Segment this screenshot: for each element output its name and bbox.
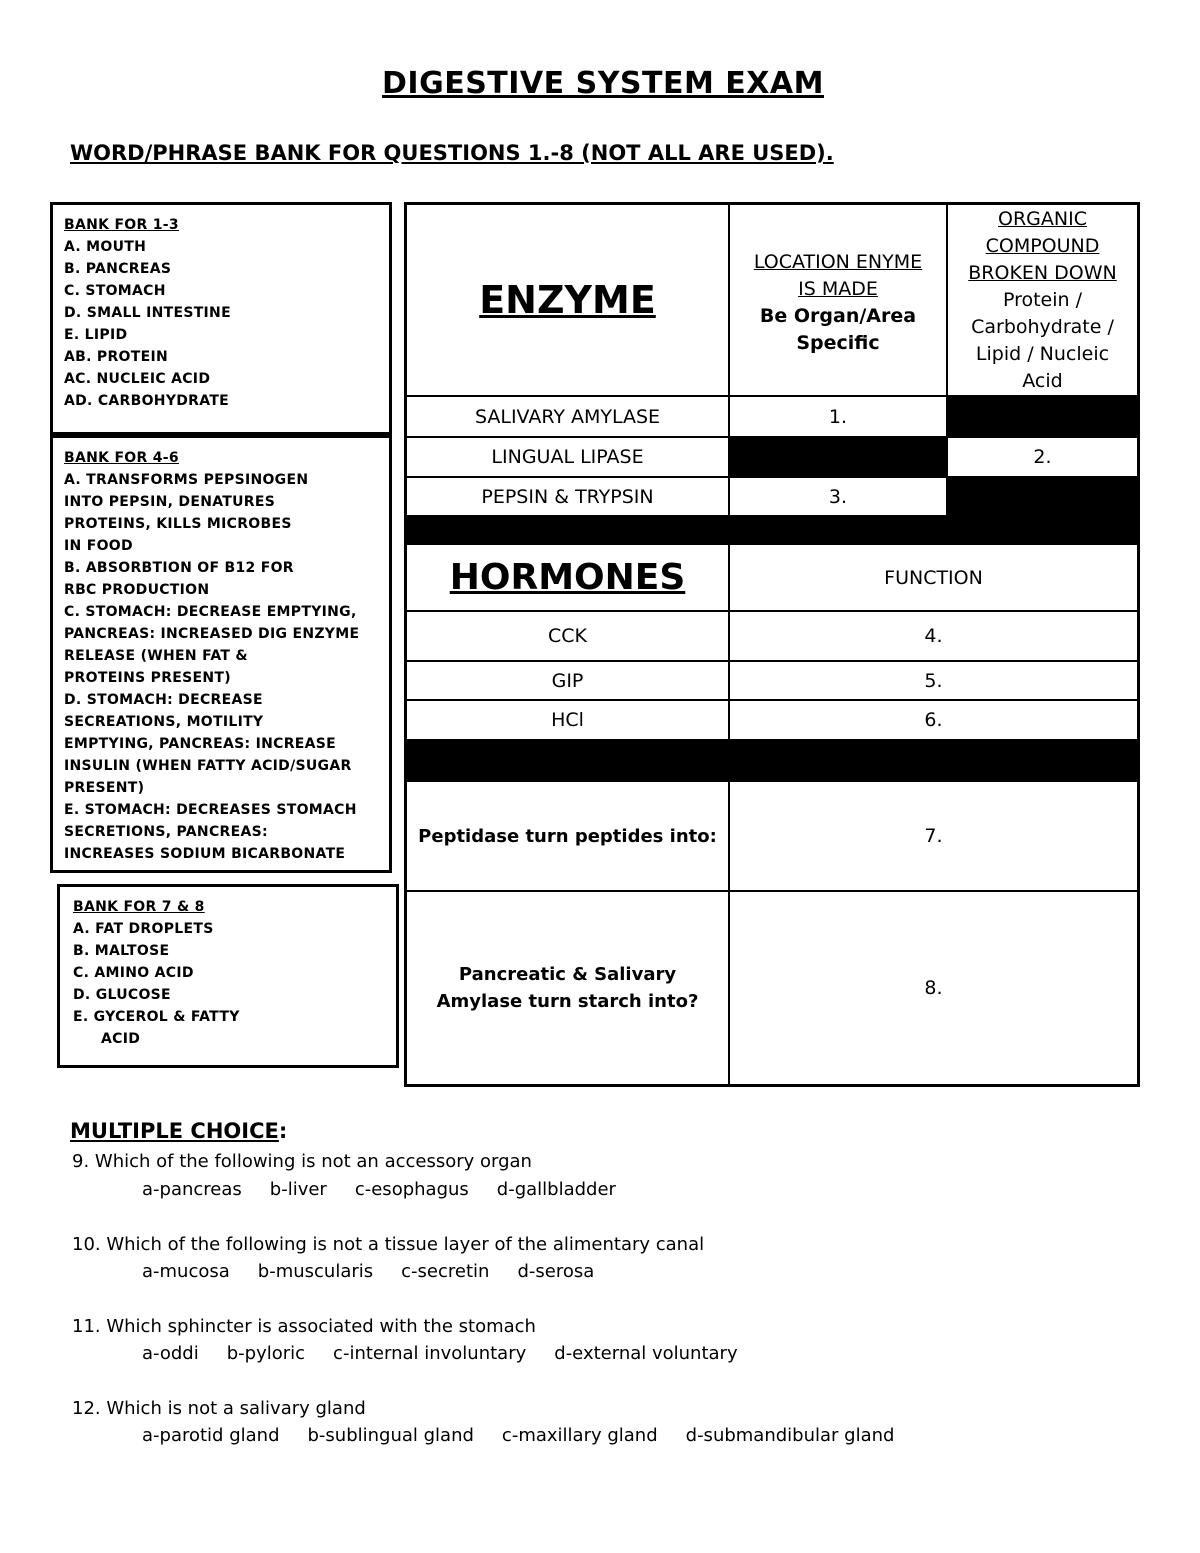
- answer-blank-5[interactable]: 5.: [924, 669, 943, 692]
- choice[interactable]: d-external voluntary: [554, 1343, 738, 1364]
- bank-item: C. AMINO ACID: [73, 965, 194, 981]
- enzyme-header: ENZYME: [479, 278, 656, 322]
- choice[interactable]: c-secretin: [401, 1261, 490, 1282]
- choice[interactable]: d-submandibular gland: [685, 1425, 895, 1446]
- question-11: 11. Which sphincter is associated with the stomach: [72, 1316, 536, 1337]
- choice[interactable]: b-muscularis: [257, 1261, 374, 1282]
- bank-1-3-title: BANK FOR 1-3: [64, 217, 179, 233]
- answer-blank-6[interactable]: 6.: [924, 709, 943, 731]
- bank-item: AC. NUCLEIC ACID: [64, 371, 211, 387]
- bank-item: A. TRANSFORMS PEPSINOGEN INTO PEPSIN, DENATURES PROTEINS, KILLS MICROBES IN FOOD: [64, 472, 309, 554]
- bank-item: AB. PROTEIN: [64, 349, 168, 365]
- answer-blank-8[interactable]: 8.: [924, 977, 943, 999]
- enzyme-name: SALIVARY AMYLASE: [474, 405, 661, 428]
- enzyme-header-cell: [407, 205, 728, 395]
- question-12: 12. Which is not a salivary gland: [72, 1398, 366, 1419]
- choice[interactable]: a-mucosa: [142, 1261, 230, 1282]
- location-header-cell: [730, 205, 946, 395]
- word-bank-heading-period: .: [825, 141, 834, 165]
- bank-7-8: [57, 884, 399, 1068]
- multiple-choice-heading-colon: :: [278, 1119, 288, 1143]
- location-subheader: Be Organ/Area Specific: [759, 305, 917, 354]
- choice[interactable]: c-esophagus: [354, 1179, 469, 1200]
- bank-1-3: [50, 202, 392, 435]
- choice[interactable]: a-oddi: [142, 1343, 199, 1364]
- question-10-choices: [142, 1261, 622, 1282]
- blacked-out-row: [404, 739, 1140, 782]
- question-7-prompt: Peptidase turn peptides into:: [418, 825, 717, 847]
- enzyme-name: PEPSIN & TRYPSIN: [481, 485, 654, 508]
- word-bank-heading-text: WORD/PHRASE BANK FOR QUESTIONS 1.-8 (NOT ALL ARE USED): [70, 141, 826, 165]
- enzyme-name: LINGUAL LIPASE: [491, 446, 644, 468]
- compound-header: ORGANIC COMPOUND BROKEN DOWN: [968, 208, 1117, 284]
- bank-item: A. MOUTH: [64, 239, 147, 255]
- question-10: 10. Which of the following is not a tissue layer of the alimentary canal: [72, 1234, 705, 1255]
- choice[interactable]: d-serosa: [517, 1261, 595, 1282]
- hormones-header: HORMONES: [449, 557, 686, 598]
- word-bank-heading: [70, 141, 834, 165]
- hormones-header-cell: [407, 545, 728, 610]
- bank-item: B. ABSORBTION OF B12 FOR RBC PRODUCTION: [64, 560, 294, 598]
- answer-blank-1[interactable]: 1.: [828, 405, 848, 428]
- choice[interactable]: c-internal involuntary: [333, 1343, 527, 1364]
- choice[interactable]: d-gallbladder: [496, 1179, 616, 1200]
- hormone-name: HCl: [551, 709, 584, 731]
- bank-7-8-title: BANK FOR 7 & 8: [73, 899, 205, 915]
- answer-blank-7[interactable]: 7.: [924, 825, 943, 847]
- bank-item: D. STOMACH: DECREASE SECREATIONS, MOTILITY EMPTYING, PANCREAS: INCREASE INSULIN (WHEN FATTY ACID/SUGAR PRESENT): [64, 692, 352, 796]
- bank-item: E. LIPID: [64, 327, 128, 343]
- choice[interactable]: c-maxillary gland: [501, 1425, 658, 1446]
- bank-item: B. PANCREAS: [64, 261, 172, 277]
- bank-item: E. STOMACH: DECREASES STOMACH SECRETIONS, PANCREAS: INCREASES SODIUM BICARBONATE: [64, 802, 357, 862]
- multiple-choice-heading: [70, 1119, 287, 1143]
- question-9: 9. Which of the following is not an accessory organ: [72, 1151, 532, 1172]
- bank-item: B. MALTOSE: [73, 943, 170, 959]
- bank-item: A. FAT DROPLETS: [73, 921, 214, 937]
- blacked-out-cell: [946, 396, 1140, 437]
- answer-blank-3[interactable]: 3.: [828, 485, 848, 508]
- hormone-name: GIP: [551, 669, 584, 692]
- blacked-out-cell: [946, 477, 1140, 515]
- question-11-choices: [142, 1343, 766, 1364]
- function-header: FUNCTION: [884, 566, 983, 589]
- bank-item: C. STOMACH: [64, 283, 166, 299]
- bank-item: D. SMALL INTESTINE: [64, 305, 231, 321]
- blacked-out-cell: [728, 437, 947, 477]
- blacked-out-row: [404, 515, 1140, 545]
- bank-item-continued: ACID: [101, 1031, 141, 1047]
- choice[interactable]: b-pyloric: [226, 1343, 306, 1364]
- compound-header-cell: [948, 205, 1137, 395]
- location-header: LOCATION ENYME IS MADE: [753, 251, 923, 300]
- bank-4-6: [50, 435, 392, 873]
- answer-blank-4[interactable]: 4.: [924, 625, 943, 647]
- question-9-choices: [142, 1179, 644, 1200]
- exam-title: DIGESTIVE SYSTEM EXAM: [382, 66, 824, 101]
- choice[interactable]: a-parotid gland: [142, 1425, 280, 1446]
- answer-blank-2[interactable]: 2.: [1033, 446, 1052, 468]
- question-8-prompt: Pancreatic & Salivary Amylase turn starch into?: [436, 964, 699, 1012]
- bank-item: C. STOMACH: DECREASE EMPTYING, PANCREAS: INCREASED DIG ENZYME RELEASE (WHEN FAT & PROTEINS PRESENT): [64, 604, 360, 686]
- compound-subheader: Protein / Carbohydrate / Lipid / Nucleic Acid: [971, 289, 1114, 392]
- hormone-name: CCK: [548, 625, 587, 647]
- bank-4-6-title: BANK FOR 4-6: [64, 450, 179, 466]
- question-12-choices: [142, 1425, 922, 1446]
- bank-item: E. GYCEROL & FATTY: [73, 1009, 240, 1025]
- bank-item: D. GLUCOSE: [73, 987, 171, 1003]
- multiple-choice-heading-text: MULTIPLE CHOICE: [70, 1119, 279, 1143]
- choice[interactable]: b-sublingual gland: [307, 1425, 474, 1446]
- bank-item: AD. CARBOHYDRATE: [64, 393, 230, 409]
- choice[interactable]: b-liver: [269, 1179, 327, 1200]
- choice[interactable]: a-pancreas: [142, 1179, 242, 1200]
